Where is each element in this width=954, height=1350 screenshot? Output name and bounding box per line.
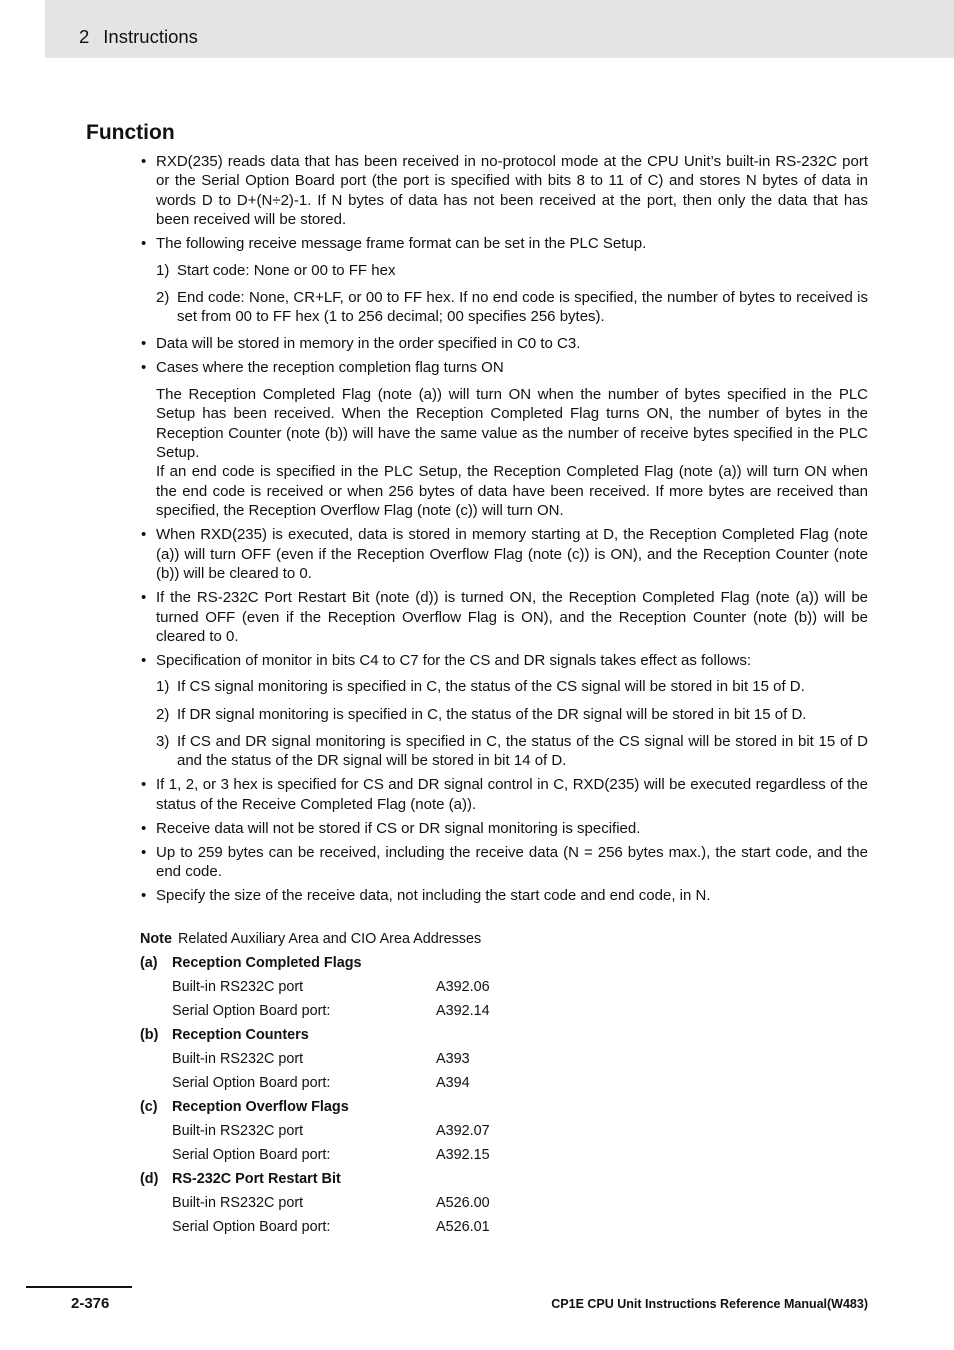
- footer-rule: [26, 1286, 132, 1288]
- bullet-item: • The following receive message frame format can be set in the PLC Setup.: [140, 234, 868, 253]
- note-section: [140, 929, 640, 1241]
- bullet-item: • Specify the size of the receive data, not including the start code and end code, in N.: [140, 886, 868, 905]
- group-key: (b): [140, 1027, 159, 1043]
- function-body: [140, 152, 868, 910]
- item-text: Start code: None or 00 to FF hex: [177, 261, 396, 279]
- port-label: Built-in RS232C port: [172, 1051, 304, 1067]
- port-label: Built-in RS232C port: [172, 979, 304, 995]
- group-title: RS-232C Port Restart Bit: [172, 1171, 341, 1187]
- group-key: (c): [140, 1099, 158, 1115]
- bullet-item: • Receive data will not be stored if CS or DR signal monitoring is specified.: [140, 819, 868, 838]
- address-row: [140, 1217, 640, 1241]
- port-label: Built-in RS232C port: [172, 1123, 304, 1139]
- group-title: Reception Overflow Flags: [172, 1099, 349, 1115]
- port-label: Serial Option Board port:: [172, 1075, 331, 1091]
- address-row: [140, 1001, 640, 1025]
- bullet-item: • Data will be stored in memory in the order specified in C0 to C3.: [140, 334, 868, 353]
- note-heading: [140, 929, 640, 953]
- address-row: [140, 1193, 640, 1217]
- note-label: Note: [140, 931, 172, 947]
- paragraph: If an end code is specified in the PLC Setup, the Reception Completed Flag (note (a)) will turn ON when the end code is received or when 256 bytes of data have been received. If more bytes are received than specified, the Reception Overflow Flag (note (c)) will turn ON.: [156, 463, 868, 520]
- bullet-item: • If 1, 2, or 3 hex is specified for CS and DR signal control in C, RXD(235) will be executed regardless of the status of the Receive Completed Flag (note (a)).: [140, 775, 868, 814]
- group-key: (a): [140, 955, 158, 971]
- address-value: A392.14: [436, 1003, 490, 1019]
- numbered-item: [140, 705, 868, 724]
- address-value: A393: [436, 1051, 470, 1067]
- port-label: Serial Option Board port:: [172, 1147, 331, 1163]
- address-group-heading: [140, 1169, 640, 1193]
- address-row: [140, 1121, 640, 1145]
- chapter-header: [79, 26, 198, 48]
- numbered-item: [140, 288, 868, 327]
- address-group-heading: [140, 1025, 640, 1049]
- address-row: [140, 1073, 640, 1097]
- item-text: End code: None, CR+LF, or 00 to FF hex. If no end code is specified, the number of bytes to received is set from 00 to FF hex (1 to 256 decimal; 00 specifies 256 bytes).: [177, 288, 868, 326]
- numbered-item: [140, 261, 868, 280]
- item-number: 2): [156, 288, 170, 306]
- section-title: Function: [86, 121, 175, 144]
- item-number: 1): [156, 678, 170, 696]
- address-value: A392.15: [436, 1147, 490, 1163]
- item-number: 1): [156, 261, 170, 279]
- address-group-heading: [140, 1097, 640, 1121]
- group-key: (d): [140, 1171, 159, 1187]
- bullet-item: • Cases where the reception completion flag turns ON: [140, 358, 868, 377]
- address-value: A394: [436, 1075, 470, 1091]
- item-number: 3): [156, 732, 170, 750]
- port-label: Serial Option Board port:: [172, 1219, 331, 1235]
- bullet-item: • If the RS-232C Port Restart Bit (note (d)) is turned ON, the Reception Completed Flag (note (a)) will be turned OFF (even if the Reception Overflow Flag is ON), and the Reception Counter (note (b)) will be cleared to 0.: [140, 588, 868, 646]
- bullet-item: • When RXD(235) is executed, data is stored in memory starting at D, the Reception Completed Flag (note (a)) will turn OFF (even if the Reception Overflow Flag (note (c)) is ON), and the Reception Counter (note (b)) will be cleared to 0.: [140, 525, 868, 583]
- bullet-item: • Up to 259 bytes can be received, including the receive data (N = 256 bytes max.), the start code, and the end code.: [140, 843, 868, 882]
- chapter-number: 2: [79, 26, 90, 47]
- group-title: Reception Counters: [172, 1027, 309, 1043]
- address-value: A392.06: [436, 979, 490, 995]
- item-text: If CS and DR signal monitoring is specified in C, the status of the CS signal will be stored in bit 15 of D and the status of the DR signal will be stored in bit 14 of D.: [177, 732, 868, 770]
- port-label: Built-in RS232C port: [172, 1195, 304, 1211]
- item-number: 2): [156, 705, 170, 723]
- item-text: If CS signal monitoring is specified in C, the status of the CS signal will be stored in bit 15 of D.: [177, 678, 805, 696]
- address-value: A526.01: [436, 1219, 490, 1235]
- numbered-item: [140, 732, 868, 771]
- bullet-item: • RXD(235) reads data that has been received in no-protocol mode at the CPU Unit’s built-in RS-232C port or the Serial Option Board port (the port is specified with bits 8 to 11 of C) and stores N bytes of data in words D to D+(N÷2)-1. If N bytes of data has not been received at the port, then only the data that has been received will be stored.: [140, 152, 868, 230]
- address-group-heading: [140, 953, 640, 977]
- port-label: Serial Option Board port:: [172, 1003, 331, 1019]
- bullet-item: • Specification of monitor in bits C4 to C7 for the CS and DR signals takes effect as follows:: [140, 651, 868, 670]
- numbered-item: [140, 677, 868, 696]
- paragraph: The Reception Completed Flag (note (a)) will turn ON when the number of bytes specified in the PLC Setup has been received. When the Reception Completed Flag turns ON, the number of bytes in the Reception Counter (note (b)) will have the same value as the number of receive bytes specified in the PLC Setup.: [156, 385, 868, 462]
- address-row: [140, 977, 640, 1001]
- chapter-title: Instructions: [103, 26, 198, 47]
- group-title: Reception Completed Flags: [172, 955, 362, 971]
- address-value: A392.07: [436, 1123, 490, 1139]
- item-text: If DR signal monitoring is specified in C, the status of the DR signal will be stored in bit 15 of D.: [177, 705, 807, 723]
- address-row: [140, 1049, 640, 1073]
- page-number: 2-376: [71, 1295, 110, 1312]
- address-row: [140, 1145, 640, 1169]
- address-value: A526.00: [436, 1195, 490, 1211]
- manual-title: CP1E CPU Unit Instructions Reference Manual(W483): [551, 1297, 868, 1311]
- note-text: Related Auxiliary Area and CIO Area Addresses: [177, 931, 482, 947]
